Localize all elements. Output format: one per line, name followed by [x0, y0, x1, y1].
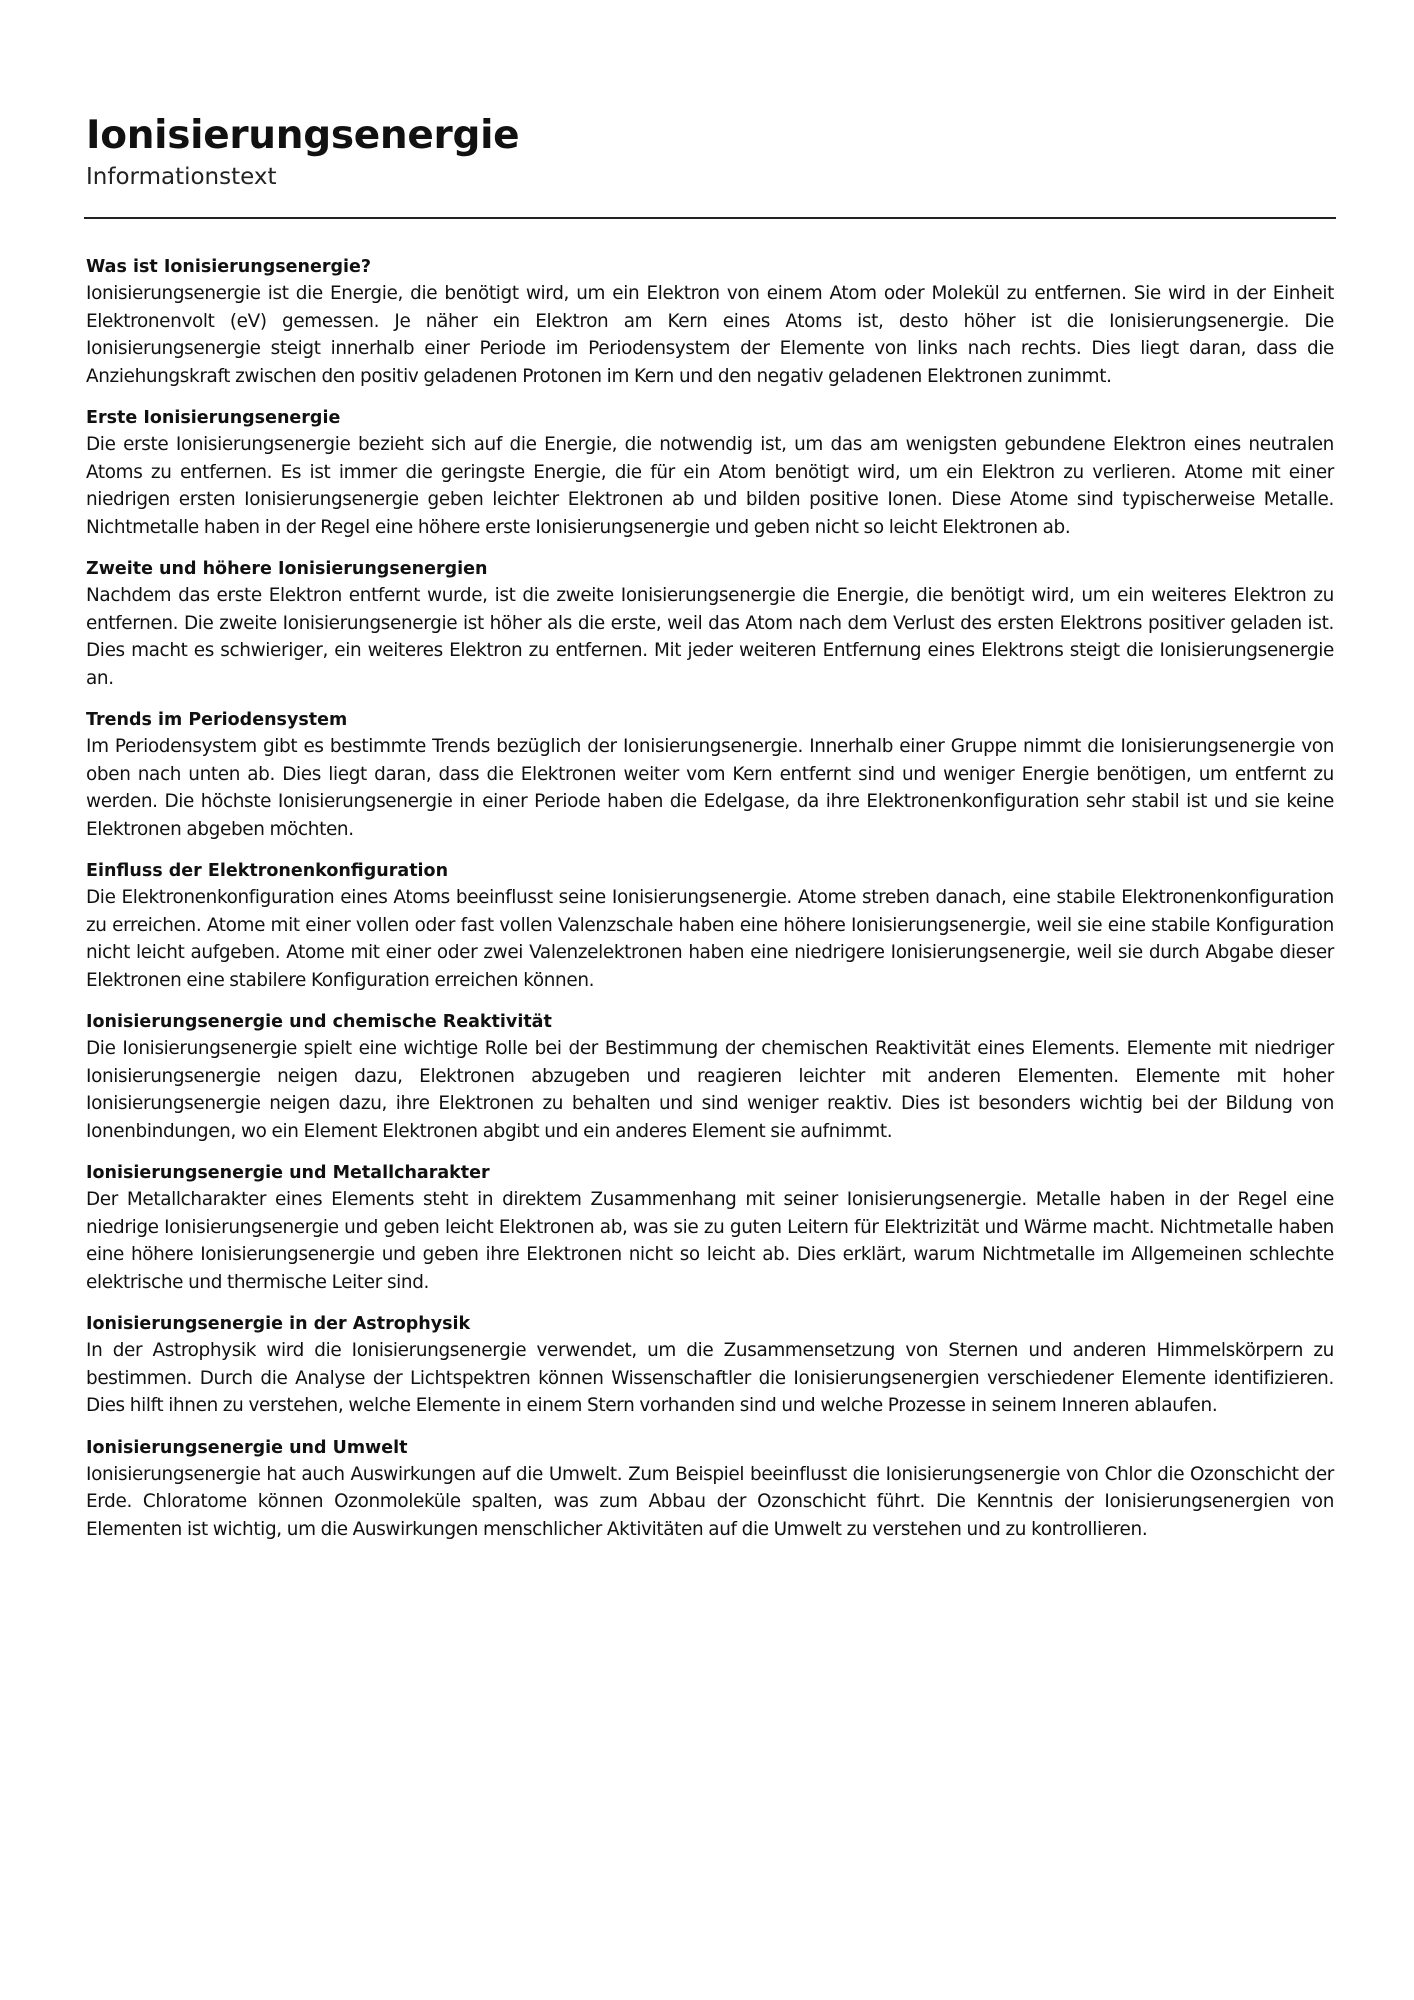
section-heading: Ionisierungsenergie und Metallcharakter: [86, 1163, 490, 1183]
section-body: In der Astrophysik wird die Ionisierungsenergie verwendet, um die Zusammensetzung von Sternen und anderen Himmelskörpern zu bestimmen. Durch die Analyse der Lichtspektren können Wissenschaftler die Ionisierungsenergien verschiedener Elemente identifizieren. Dies hilft ihnen zu verstehen, welche Elemente in einem Stern vorhanden sind und welche Prozesse in seinem Inneren ablaufen.: [86, 1340, 1334, 1416]
section-body: Nachdem das erste Elektron entfernt wurde, ist die zweite Ionisierungsenergie die Energie, die benötigt wird, um ein weiteres Elektron zu entfernen. Die zweite Ionisierungsenergie ist höher als die erste, weil das Atom nach dem Verlust des ersten Elektrons positiver geladen ist. Dies macht es schwieriger, ein weiteres Elektron zu entfernen. Mit jeder weiteren Entfernung eines Elektrons steigt die Ionisierungsenergie an.: [86, 585, 1334, 689]
section-heading: Einfluss der Elektronenkonfiguration: [86, 861, 449, 881]
section-heading: Ionisierungsenergie und Umwelt: [86, 1437, 408, 1458]
section-body: Die erste Ionisierungsenergie bezieht sich auf die Energie, die notwendig ist, um das am wenigsten gebundene Elektron eines neutralen Atoms zu entfernen. Es ist immer die geringste Energie, die für ein Atom benötigt wird, um ein Elektron zu verlieren. Atome mit einer niedrigen ersten Ionisierungsenergie geben leichter Elektronen ab und bilden positive Ionen. Diese Atome sind typischerweise Metalle. Nichtmetalle haben in der Regel eine höhere erste Ionisierungsenergie und geben nicht so leicht Elektronen ab.: [86, 434, 1334, 538]
section-body: Die Ionisierungsenergie spielt eine wichtige Rolle bei der Bestimmung der chemischen Reaktivität eines Elements. Elemente mit niedriger Ionisierungsenergie neigen dazu, Elektronen abzugeben und reagieren leichter mit anderen Elementen. Elemente mit hoher Ionisierungsenergie neigen dazu, ihre Elektronen zu behalten und sind weniger reaktiv. Dies ist besonders wichtig bei der Bildung von Ionenbindungen, wo ein Element Elektronen abgibt und ein anderes Element sie aufnimmt.: [86, 1038, 1334, 1142]
title-divider: [84, 217, 1336, 219]
section-heading: Ionisierungsenergie in der Astrophysik: [86, 1314, 471, 1334]
section-environment: [86, 1435, 1334, 1544]
section-chemical-reactivity: [86, 1009, 1334, 1145]
section-first-ionization: [86, 405, 1334, 541]
section-body: Ionisierungsenergie hat auch Auswirkungen auf die Umwelt. Zum Beispiel beeinflusst die Ionisierungsenergie von Chlor die Ozonschicht der Erde. Chloratome können Ozonmoleküle spalten, was zum Abbau der Ozonschicht führt. Die Kenntnis der Ionisierungsenergien von Elementen ist wichtig, um die Auswirkungen menschlicher Aktivitäten auf die Umwelt zu verstehen und zu kontrollieren.: [86, 1463, 1334, 1540]
section-heading: Ionisierungsenergie und chemische Reaktivität: [86, 1012, 552, 1032]
section-periodic-trends: [86, 707, 1334, 843]
document-subtitle: Informationstext: [86, 164, 277, 190]
section-body: Der Metallcharakter eines Elements steht in direktem Zusammenhang mit seiner Ionisierungsenergie. Metalle haben in der Regel eine niedrige Ionisierungsenergie und geben leicht Elektronen ab, was sie zu guten Leitern für Elektrizität und Wärme macht. Nichtmetalle haben eine höhere Ionisierungsenergie und geben ihre Elektronen nicht so leicht ab. Dies erklärt, warum Nichtmetalle im Allgemeinen schlechte elektrische und thermische Leiter sind.: [86, 1189, 1334, 1293]
section-metal-character: [86, 1160, 1334, 1296]
section-body: Im Periodensystem gibt es bestimmte Trends bezüglich der Ionisierungsenergie. Innerhalb einer Gruppe nimmt die Ionisierungsenergie von oben nach unten ab. Dies liegt daran, dass die Elektronen weiter vom Kern entfernt sind und weniger Energie benötigen, um entfernt zu werden. Die höchste Ionisierungsenergie in einer Periode haben die Edelgase, da ihre Elektronenkonfiguration sehr stabil ist und sie keine Elektronen abgeben möchten.: [86, 736, 1334, 840]
section-astrophysics: [86, 1311, 1334, 1420]
section-body: Die Elektronenkonfiguration eines Atoms beeinflusst seine Ionisierungsenergie. Atome streben danach, eine stabile Elektronenkonfiguration zu erreichen. Atome mit einer vollen oder fast vollen Valenzschale haben eine höhere Ionisierungsenergie, weil sie eine stabile Konfiguration nicht leicht aufgeben. Atome mit einer oder zwei Valenzelektronen haben eine niedrigere Ionisierungsenergie, weil sie durch Abgabe dieser Elektronen eine stabilere Konfiguration erreichen können.: [86, 887, 1334, 991]
section-body: Ionisierungsenergie ist die Energie, die benötigt wird, um ein Elektron von einem Atom oder Molekül zu entfernen. Sie wird in der Einheit Elektronenvolt (eV) gemessen. Je näher ein Elektron am Kern eines Atoms ist, desto höher ist die Ionisierungsenergie. Die Ionisierungsenergie steigt innerhalb einer Periode im Periodensystem der Elemente von links nach rechts. Dies liegt daran, dass die Anziehungskraft zwischen den positiv geladenen Protonen im Kern und den negativ geladenen Elektronen zunimmt.: [86, 283, 1334, 387]
section-heading: Erste Ionisierungsenergie: [86, 408, 341, 428]
section-heading: Was ist Ionisierungsenergie?: [86, 257, 372, 277]
section-heading: Zweite und höhere Ionisierungsenergien: [86, 559, 488, 579]
document-title: Ionisierungsenergie: [86, 113, 520, 158]
document-page: [86, 112, 1338, 1558]
sections-container: [86, 254, 1334, 1543]
section-heading: Trends im Periodensystem: [86, 710, 348, 730]
section-electron-configuration: [86, 858, 1334, 994]
section-what-is: [86, 254, 1334, 390]
section-higher-ionization: [86, 556, 1334, 692]
